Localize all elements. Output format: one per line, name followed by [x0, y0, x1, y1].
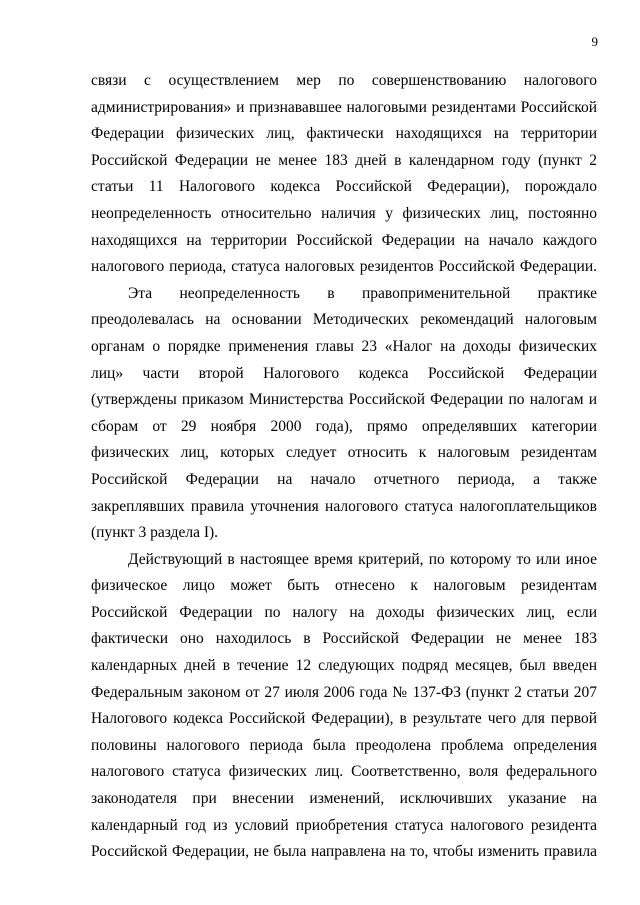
text-line: законодателя при внесении изменений, исключивших указание на: [91, 790, 597, 808]
text-line: статьи 11 Налогового кодекса Российской Федерации), порождало: [91, 178, 597, 196]
paragraph: [91, 281, 597, 547]
text-line: Российской Федерации не менее 183 дней в календарном году (пункт 2: [91, 151, 597, 169]
text-line: физических лиц, которых следует относить к налоговым резидентам: [91, 444, 597, 462]
text-line: администрирования» и признававшее налоговыми резидентами Российской: [91, 98, 597, 116]
document-body: [91, 68, 597, 866]
text-line: Российской Федерации по налогу на доходы физических лиц, если: [91, 603, 597, 621]
text-line: закреплявших правила уточнения налогового статуса налогоплательщиков: [91, 497, 597, 515]
text-line: календарных дней в течение 12 следующих подряд месяцев, был введен: [91, 657, 597, 675]
text-line: Федеральным законом от 27 июля 2006 года № 137-ФЗ (пункт 2 статьи 207: [91, 683, 597, 701]
text-line: сборам от 29 ноября 2000 года), прямо определявших категории: [91, 417, 597, 435]
text-line: лиц» части второй Налогового кодекса Российской Федерации: [91, 364, 597, 382]
text-line: органам о порядке применения главы 23 «Налог на доходы физических: [91, 337, 597, 355]
text-line: Федерации физических лиц, фактически находящихся на территории: [91, 125, 597, 143]
text-line: неопределенность относительно наличия у физических лиц, постоянно: [91, 204, 597, 222]
text-line: физическое лицо может быть отнесено к налоговым резидентам: [91, 577, 597, 595]
text-line: половины налогового периода была преодолена проблема определения: [91, 736, 597, 754]
text-line: Российской Федерации на начало отчетного периода, а также: [91, 470, 597, 488]
text-line: связи с осуществлением мер по совершенствованию налогового: [91, 72, 597, 89]
text-line: налогового периода, статуса налоговых резидентов Российской Федерации.: [91, 258, 597, 276]
text-line: (утверждены приказом Министерства Российской Федерации по налогам и: [91, 391, 597, 409]
text-line: налогового статуса физических лиц. Соответственно, воля федерального: [91, 763, 597, 781]
text-line: (пункт 3 раздела I).: [91, 524, 219, 542]
text-line: фактически оно находилось в Российской Федерации не менее 183: [91, 630, 597, 648]
text-line: Эта неопределенность в правоприменительной практике: [128, 284, 597, 302]
paragraph: [91, 547, 597, 866]
page-number: 9: [591, 34, 598, 49]
paragraph: [91, 68, 597, 281]
text-line: Налогового кодекса Российской Федерации), в результате чего для первой: [91, 710, 597, 728]
text-line: Российской Федерации, не была направлена на то, чтобы изменить правила: [91, 843, 597, 861]
text-line: Действующий в настоящее время критерий, по которому то или иное: [128, 550, 597, 568]
text-line: календарный год из условий приобретения статуса налогового резидента: [91, 816, 597, 834]
text-line: находящихся на территории Российской Федерации на начало каждого: [91, 231, 597, 249]
text-line: преодолевалась на основании Методических рекомендаций налоговым: [91, 311, 597, 329]
